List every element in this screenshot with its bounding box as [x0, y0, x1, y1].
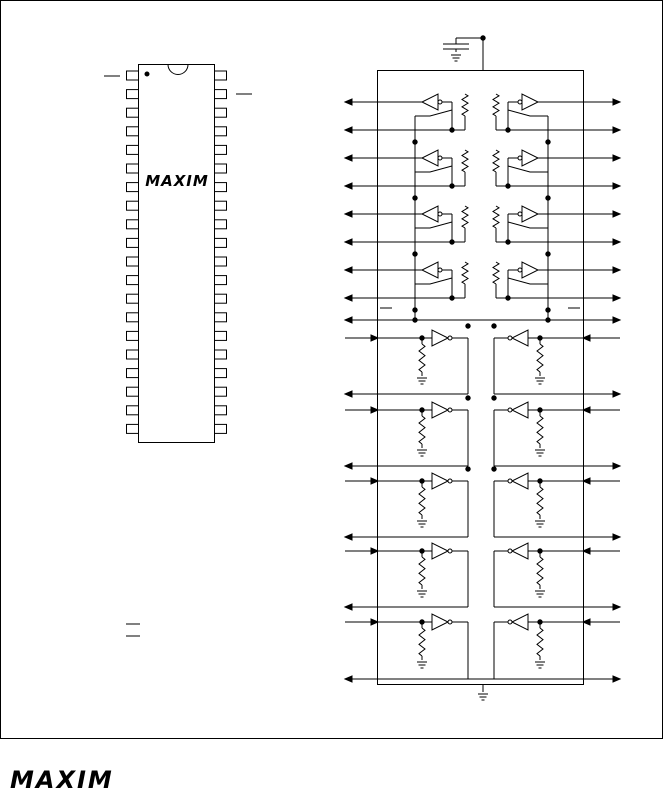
pin-left [127, 164, 139, 173]
pin-left [127, 406, 139, 415]
pin-right [215, 276, 227, 285]
ic-functional-block [378, 71, 584, 685]
buffer-triangle [432, 614, 448, 630]
pin-left [127, 294, 139, 303]
buffer-triangle [512, 473, 528, 489]
buffer-triangle [432, 543, 448, 559]
junction-dot [413, 318, 417, 322]
buffer-triangle [422, 262, 438, 278]
pin-left [127, 331, 139, 340]
resistor [419, 557, 425, 585]
pin-right [215, 369, 227, 378]
pin-right [215, 220, 227, 229]
pin-left [127, 257, 139, 266]
pin-right [215, 90, 227, 99]
pin-left [127, 108, 139, 117]
pin-right [215, 164, 227, 173]
footer-logo: MAXIM [10, 766, 114, 794]
inverter-bubble [448, 408, 452, 412]
junction-dot [492, 467, 496, 471]
buffer-triangle [522, 262, 538, 278]
pin-left [127, 276, 139, 285]
pin-left [127, 127, 139, 136]
buffer-triangle [422, 150, 438, 166]
arrow-right [613, 676, 620, 682]
inverter-bubble [508, 336, 512, 340]
buffer-triangle [522, 206, 538, 222]
resistor [419, 628, 425, 656]
buffer-triangle [432, 330, 448, 346]
buffer-triangle [512, 614, 528, 630]
junction-dot [466, 396, 470, 400]
inverter-bubble [508, 620, 512, 624]
pin-left [127, 183, 139, 192]
inverter-bubble [448, 620, 452, 624]
inverter-bubble [448, 336, 452, 340]
outer-frame [1, 1, 663, 739]
pin-right [215, 183, 227, 192]
buffer-triangle [522, 150, 538, 166]
pin-right [215, 313, 227, 322]
inverter-bubble [448, 479, 452, 483]
inverter-bubble [508, 479, 512, 483]
resistor [462, 206, 468, 228]
buffer-triangle [422, 206, 438, 222]
resistor [493, 150, 499, 172]
pin-left [127, 350, 139, 359]
pin-left [127, 145, 139, 154]
pin-left [127, 71, 139, 80]
buffer-triangle [432, 402, 448, 418]
junction-dot [466, 324, 470, 328]
inverter-bubble [438, 156, 442, 160]
resistor [537, 344, 543, 372]
resistor [419, 487, 425, 515]
resistor [493, 94, 499, 116]
inverter-bubble [518, 156, 522, 160]
inverter-bubble [438, 268, 442, 272]
pin-right [215, 71, 227, 80]
resistor [493, 206, 499, 228]
buffer-triangle [422, 94, 438, 110]
inverter-bubble [438, 212, 442, 216]
pin-right [215, 127, 227, 136]
resistor [462, 150, 468, 172]
pin-right [215, 406, 227, 415]
inverter-bubble [508, 408, 512, 412]
package-notch [168, 65, 188, 75]
pin1-marker [145, 72, 149, 76]
pin-left [127, 369, 139, 378]
pin-left [127, 238, 139, 247]
junction-dot [492, 324, 496, 328]
pin-left [127, 90, 139, 99]
pin-left [127, 201, 139, 210]
resistor [419, 416, 425, 444]
pin-right [215, 108, 227, 117]
pin-right [215, 350, 227, 359]
pin-right [215, 201, 227, 210]
junction-dot [466, 467, 470, 471]
junction-dot [546, 318, 550, 322]
inverter-bubble [518, 100, 522, 104]
ic-package-body [139, 65, 215, 443]
pin-left [127, 387, 139, 396]
resistor [537, 557, 543, 585]
resistor [419, 344, 425, 372]
inverter-bubble [518, 212, 522, 216]
pin-right [215, 238, 227, 247]
resistor [462, 262, 468, 284]
pin-left [127, 220, 139, 229]
chip-logo: MAXIM [145, 172, 209, 190]
buffer-triangle [432, 473, 448, 489]
pin-right [215, 145, 227, 154]
buffer-triangle [512, 330, 528, 346]
pin-right [215, 424, 227, 433]
pin-left [127, 424, 139, 433]
inverter-bubble [448, 549, 452, 553]
inverter-bubble [438, 100, 442, 104]
pin-left [127, 313, 139, 322]
resistor [537, 628, 543, 656]
pin-right [215, 257, 227, 266]
buffer-triangle [522, 94, 538, 110]
inverter-bubble [518, 268, 522, 272]
arrow-left [345, 676, 352, 682]
pin-right [215, 294, 227, 303]
resistor [462, 94, 468, 116]
resistor [537, 416, 543, 444]
pin-right [215, 387, 227, 396]
resistor [537, 487, 543, 515]
inverter-bubble [508, 549, 512, 553]
buffer-triangle [512, 402, 528, 418]
junction-dot [492, 396, 496, 400]
buffer-triangle [512, 543, 528, 559]
pin-right [215, 331, 227, 340]
resistor [493, 262, 499, 284]
